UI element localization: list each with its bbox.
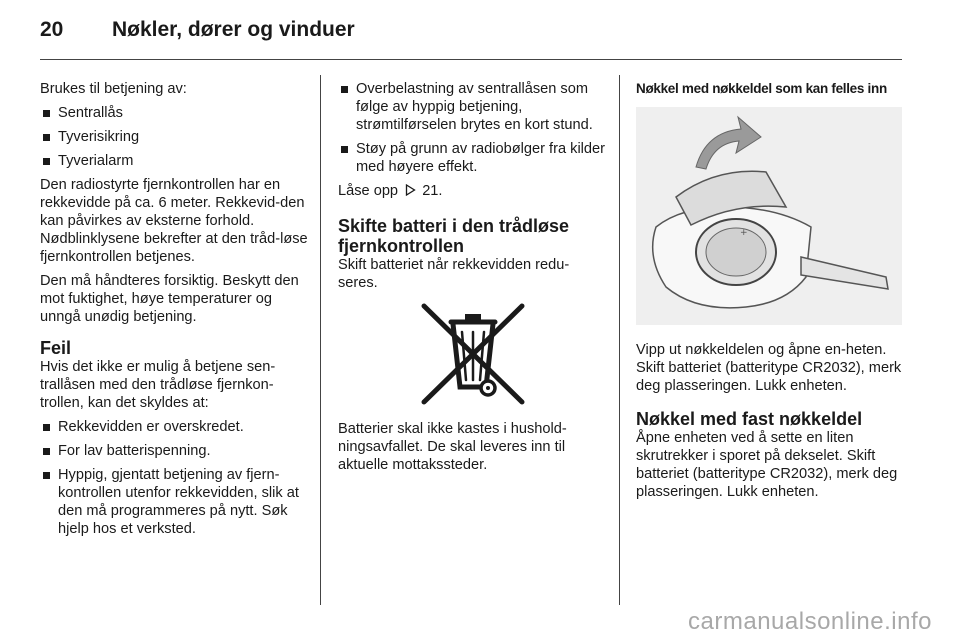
list-item: Sentrallås bbox=[40, 104, 308, 122]
unlock-page-ref: 21. bbox=[422, 183, 443, 199]
causes-list bbox=[40, 418, 308, 538]
feil-heading: Feil bbox=[40, 338, 72, 358]
column-divider-2 bbox=[619, 75, 620, 605]
list-item: Tyverialarm bbox=[40, 152, 308, 170]
column-1 bbox=[40, 80, 308, 544]
list-item: Tyverisikring bbox=[40, 128, 308, 146]
folding-key-heading: Nøkkel med nøkkeldel som kan felles inn bbox=[636, 81, 887, 96]
feil-intro: Hvis det ikke er mulig å betjene sen-trallåsen med den trådløse fjernkon-trollen, kan det skyldes at: bbox=[40, 359, 276, 411]
fixed-key-text: Åpne enheten ved å sette en liten skrutrekker i sporet på dekselet. Skift batteriet (batteritype CR2032), merk deg plasseringen. Lukk enheten. bbox=[636, 430, 898, 500]
care-paragraph: Den må håndteres forsiktig. Beskytt den mot fuktighet, høye temperaturer og unngå unødig betjening. bbox=[40, 273, 299, 325]
folding-key-battery-illustration bbox=[636, 107, 902, 325]
list-item: For lav batterispenning. bbox=[40, 442, 308, 460]
folding-key-text: Vipp ut nøkkeldelen og åpne en-heten. Skift batteriet (batteritype CR2032), merk deg plasseringen. Lukk enheten. bbox=[636, 342, 902, 394]
list-item: Rekkevidden er overskredet. bbox=[40, 418, 308, 436]
page-ref-arrow-icon bbox=[405, 184, 416, 196]
svg-text:+: + bbox=[740, 228, 748, 238]
header-rule bbox=[40, 59, 902, 60]
list-item: Støy på grunn av radiobølger fra kilder med høyere effekt. bbox=[338, 140, 608, 176]
causes-list-continued bbox=[338, 80, 608, 176]
list-item: Overbelastning av sentrallåsen som følge av hyppig betjening, strømtilførselen brytes en kort stund. bbox=[338, 80, 608, 134]
disposal-paragraph: Batterier skal ikke kastes i hushold-ningsavfallet. De skal leveres inn til aktuelle mottakssteder. bbox=[338, 421, 567, 473]
page-header bbox=[40, 18, 355, 48]
range-paragraph: Den radiostyrte fjernkontrollen har en rekkevidde på ca. 6 meter. Rekkevid-den kan påvirkes av eksterne forhold. Nødblinklysene bekrefter at den tråd-løse fjernkontrollen betjenes. bbox=[40, 177, 308, 265]
column-divider-1 bbox=[320, 75, 321, 605]
watermark: carmanualsonline.info bbox=[688, 608, 932, 635]
unlock-reference bbox=[338, 182, 608, 200]
crossed-bin-icon bbox=[418, 302, 528, 406]
page-title: Nøkler, dører og vinduer bbox=[112, 18, 355, 41]
fixed-key-heading: Nøkkel med fast nøkkeldel bbox=[636, 409, 863, 429]
column-3 bbox=[636, 80, 904, 507]
page-number: 20 bbox=[40, 18, 64, 41]
battery-paragraph: Skift batteriet når rekkevidden redu-seres. bbox=[338, 257, 570, 291]
battery-heading: Skifte batteri i den trådløse fjernkontrollen bbox=[338, 216, 570, 256]
uses-intro: Brukes til betjening av: bbox=[40, 81, 187, 97]
column-2 bbox=[338, 80, 608, 480]
list-item: Hyppig, gjentatt betjening av fjern-kontrollen utenfor rekkevidden, slik at den må programmeres på nytt. Søk hjelp hos et verksted. bbox=[40, 466, 308, 538]
unlock-label: Låse opp bbox=[338, 183, 399, 199]
uses-list bbox=[40, 104, 308, 170]
